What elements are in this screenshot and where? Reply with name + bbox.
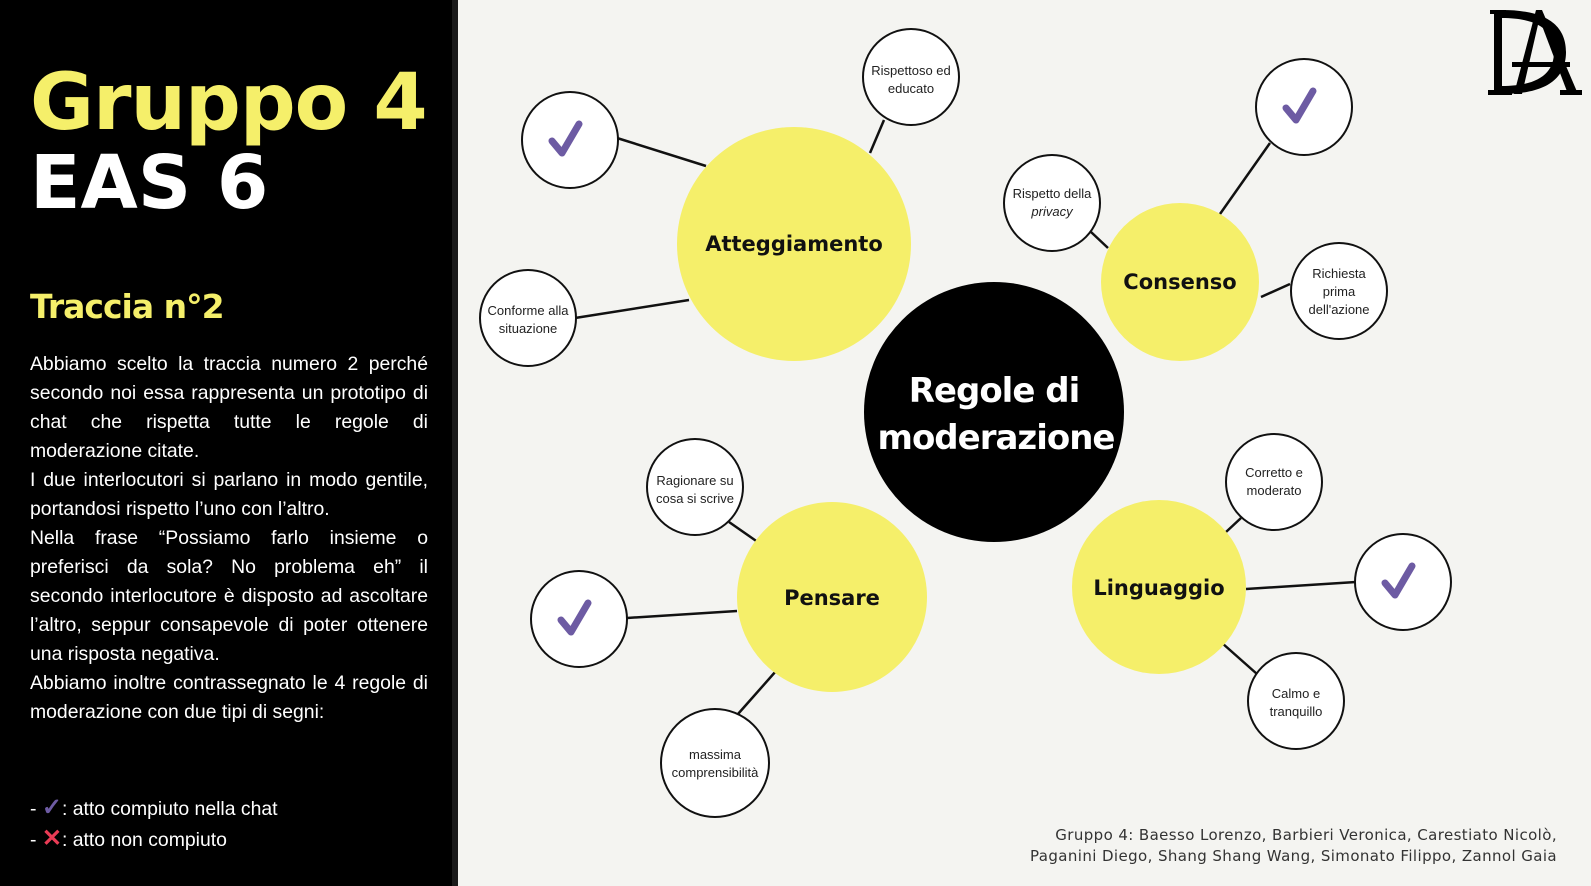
description-paragraph: I due interlocutori si parlano in modo gentile, portandosi rispetto l’uno con l’altro. bbox=[30, 469, 428, 520]
authors-footer bbox=[1030, 825, 1557, 867]
leaf-label-line: massima bbox=[688, 747, 742, 762]
page-title: Gruppo 4 bbox=[30, 58, 427, 148]
leaf-label-line: Rispetto della bbox=[1012, 186, 1092, 201]
description-paragraph: Abbiamo scelto la traccia numero 2 perché secondo noi essa rappresenta un prototipo di chat che rispetta tutte le regole di moderazione citate. bbox=[30, 353, 428, 462]
connector-line bbox=[1220, 143, 1270, 214]
leaf-label-line: Conforme alla bbox=[487, 303, 569, 318]
connector-line bbox=[738, 671, 776, 714]
leaf-label-line: Rispettoso ed bbox=[871, 63, 951, 78]
branch-label-consenso: Consenso bbox=[1123, 270, 1237, 294]
leaf-label-line: Calmo e bbox=[1271, 686, 1321, 701]
page-subtitle: EAS 6 bbox=[30, 140, 269, 226]
leaf-label-line: prima bbox=[1322, 284, 1356, 299]
leaf-node bbox=[1004, 155, 1100, 251]
center-label-line: Regole di bbox=[908, 371, 1080, 411]
center-node bbox=[864, 282, 1124, 542]
legend-dash: - bbox=[30, 829, 37, 851]
connector-line bbox=[627, 611, 737, 618]
cross-icon: ✕ bbox=[41, 825, 62, 852]
track-heading: Traccia n°2 bbox=[30, 287, 224, 326]
leaf-label-line: privacy bbox=[1031, 204, 1073, 219]
leaf-label-line: moderato bbox=[1246, 483, 1302, 498]
branch-label-linguaggio: Linguaggio bbox=[1093, 576, 1225, 600]
connector-line bbox=[1222, 643, 1257, 674]
branch-label-pensare: Pensare bbox=[784, 586, 880, 610]
leaf-label-line: situazione bbox=[498, 321, 558, 336]
leaf-label-line: Richiesta bbox=[1312, 266, 1366, 281]
leaf-label-line: dell'azione bbox=[1308, 302, 1370, 317]
leaf-node bbox=[661, 709, 769, 817]
leaf-label-line: cosa si scrive bbox=[655, 491, 735, 506]
branch-label-atteggiamento: Atteggiamento bbox=[705, 232, 883, 256]
leaf-node bbox=[480, 270, 576, 366]
leaf-label-line: educato bbox=[887, 81, 935, 96]
connector-line bbox=[617, 138, 706, 166]
legend-not-done-label: : atto non compiuto bbox=[61, 829, 227, 851]
checkmark-icon: ✓ bbox=[41, 794, 62, 821]
leaf-node bbox=[1226, 434, 1322, 530]
leaf-node bbox=[1248, 653, 1344, 749]
logo-icon bbox=[1488, 6, 1582, 98]
footer-line: Gruppo 4: Baesso Lorenzo, Barbieri Veronica, Carestiato Nicolò, bbox=[1055, 826, 1557, 844]
legend-done-label: : atto compiuto nella chat bbox=[61, 798, 278, 820]
description-paragraph: Nella frase “Possiamo farlo insieme o preferisci da sola? No problema eh” il secondo interlocutore è disposto ad ascoltare l’altro, seppur consapevole di poter ottenere una risposta negativa. bbox=[30, 527, 428, 665]
leaf-label-line: tranquillo bbox=[1269, 704, 1323, 719]
leaf-label-line: Corretto e bbox=[1245, 465, 1303, 480]
description-paragraph: Abbiamo inoltre contrassegnato le 4 regole di moderazione con due tipi di segni: bbox=[30, 672, 428, 723]
connector-line bbox=[1091, 232, 1108, 248]
connector-line bbox=[575, 300, 689, 318]
connector-line bbox=[870, 120, 884, 153]
footer-line: Paganini Diego, Shang Shang Wang, Simonato Filippo, Zannol Gaia bbox=[1029, 847, 1557, 865]
legend-dash: - bbox=[30, 798, 37, 820]
connector-line bbox=[1246, 582, 1356, 589]
leaf-label-line: Ragionare su bbox=[656, 473, 734, 488]
leaf-label-line: comprensibilità bbox=[671, 765, 759, 780]
connector-line bbox=[1226, 518, 1241, 532]
center-label-line: moderazione bbox=[877, 418, 1115, 458]
connector-line bbox=[1261, 284, 1290, 297]
